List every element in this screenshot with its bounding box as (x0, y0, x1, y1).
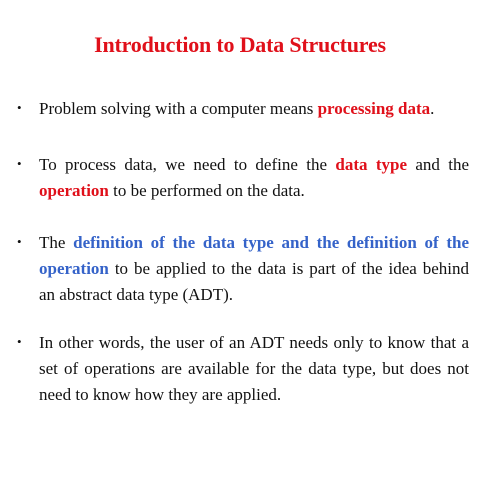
text-run: The (39, 233, 74, 252)
text-run: to be applied to the data is part of the idea behind an abstract data type (ADT). (39, 259, 469, 304)
text-run: Problem solving with a computer means (39, 99, 318, 118)
bullet-dot-icon: • (17, 334, 22, 349)
slide-title: Introduction to Data Structures (94, 32, 386, 57)
text-run: and the (407, 155, 469, 174)
highlight-blue: definition of the data type and the definition of the operation (39, 233, 469, 278)
text-run: . (430, 99, 435, 118)
bullet-text (39, 330, 469, 408)
bullet-dot-icon: • (17, 156, 22, 171)
bullet-text (39, 230, 469, 308)
highlight-red: processing data (317, 99, 431, 118)
bullet-text (39, 152, 469, 204)
text-run: In other words, the user of an ADT needs only to know that a set of operations are available for the data type, but does not need to know how they are applied. (39, 333, 469, 404)
highlight-red: operation (39, 181, 109, 200)
bullet-dot-icon: • (17, 234, 22, 249)
highlight-red: data type (335, 155, 407, 174)
bullet-text (39, 96, 469, 122)
text-run: To process data, we need to define the (39, 155, 336, 174)
text-run: to be performed on the data. (108, 181, 305, 200)
bullet-dot-icon: • (17, 100, 22, 115)
